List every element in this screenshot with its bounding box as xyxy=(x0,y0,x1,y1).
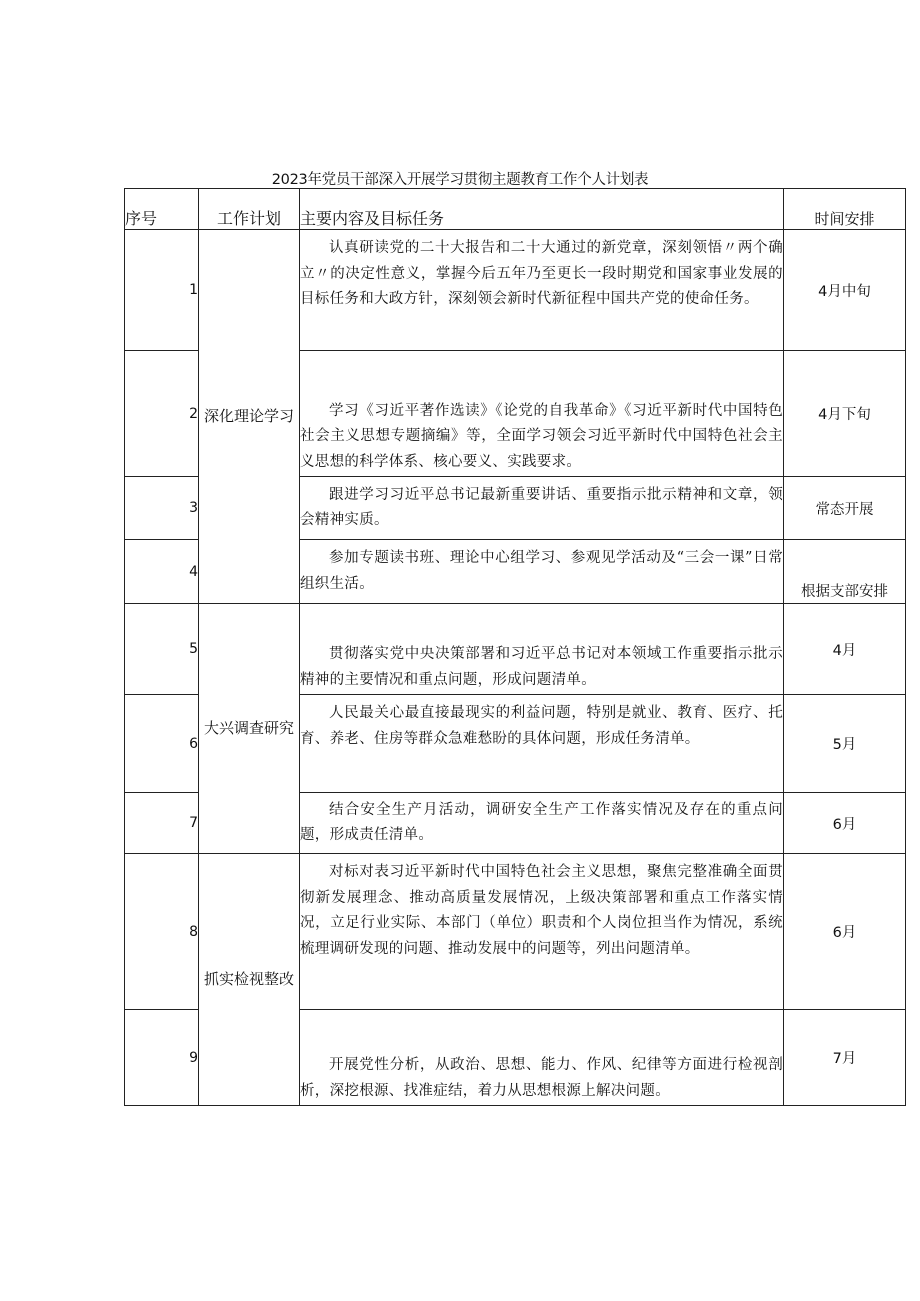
header-no: 序号 xyxy=(125,189,199,230)
plan-group-theory: 深化理论学习 xyxy=(199,230,300,604)
row-content: 认真研读党的二十大报告和二十大通过的新党章，深刻领悟〃两个确立〃的决定性意义，掌握今后五年乃至更长一段时期党和国家事业发展的目标任务和大政方针，深刻领会新时代新征程中国共产党的使命任务。 xyxy=(300,230,784,351)
row-number: 3 xyxy=(125,477,199,540)
row-content: 跟进学习习近平总书记最新重要讲话、重要指示批示精神和文章，领会精神实质。 xyxy=(300,477,784,540)
header-plan: 工作计划 xyxy=(199,189,300,230)
row-time: 4月下旬 xyxy=(784,351,906,477)
work-plan-table xyxy=(124,188,906,1106)
row-content: 开展党性分析，从政治、思想、能力、作风、纪律等方面进行检视剖析，深挖根源、找准症结，着力从思想根源上解决问题。 xyxy=(300,1010,784,1106)
row-content: 对标对表习近平新时代中国特色社会主义思想，聚焦完整准确全面贯彻新发展理念、推动高质量发展情况，上级决策部署和重点工作落实情况，立足行业实际、本部门（单位）职责和个人岗位担当作为情况，系统梳理调研发现的问题、推动发展中的问题等，列出问题清单。 xyxy=(300,854,784,1010)
row-number: 2 xyxy=(125,351,199,477)
row-content: 贯彻落实党中央决策部署和习近平总书记对本领域工作重要指示批示精神的主要情况和重点问题，形成问题清单。 xyxy=(300,604,784,695)
row-time: 6月 xyxy=(784,854,906,1010)
row-time: 4月中旬 xyxy=(784,230,906,351)
row-content: 参加专题读书班、理论中心组学习、参观见学活动及“三会一课”日常组织生活。 xyxy=(300,540,784,604)
table-row xyxy=(125,854,906,1010)
row-content: 结合安全生产月活动，调研安全生产工作落实情况及存在的重点问题，形成责任清单。 xyxy=(300,793,784,854)
row-number: 8 xyxy=(125,854,199,1010)
row-number: 7 xyxy=(125,793,199,854)
row-time: 4月 xyxy=(784,604,906,695)
row-time: 5月 xyxy=(784,695,906,793)
header-time: 时间安排 xyxy=(784,189,906,230)
row-content: 学习《习近平著作选读》《论党的自我革命》《习近平新时代中国特色社会主义思想专题摘编》等，全面学习领会习近平新时代中国特色社会主义思想的科学体系、核心要义、实践要求。 xyxy=(300,351,784,477)
table-header-row xyxy=(125,189,906,230)
row-number: 5 xyxy=(125,604,199,695)
table-row xyxy=(125,230,906,351)
row-number: 9 xyxy=(125,1010,199,1106)
document-title: 2023年党员干部深入开展学习贯彻主题教育工作个人计划表 xyxy=(271,172,649,188)
row-number: 4 xyxy=(125,540,199,604)
table-row xyxy=(125,604,906,695)
plan-group-rectification: 抓实检视整改 xyxy=(199,854,300,1106)
row-time: 7月 xyxy=(784,1010,906,1106)
row-content: 人民最关心最直接最现实的利益问题，特别是就业、教育、医疗、托育、养老、住房等群众急难愁盼的具体问题，形成任务清单。 xyxy=(300,695,784,793)
row-number: 6 xyxy=(125,695,199,793)
plan-group-research: 大兴调查研究 xyxy=(199,604,300,854)
row-time: 根据支部安排 xyxy=(784,540,906,604)
row-time: 常态开展 xyxy=(784,477,906,540)
row-number: 1 xyxy=(125,230,199,351)
row-time: 6月 xyxy=(784,793,906,854)
header-content: 主要内容及目标任务 xyxy=(300,189,784,230)
